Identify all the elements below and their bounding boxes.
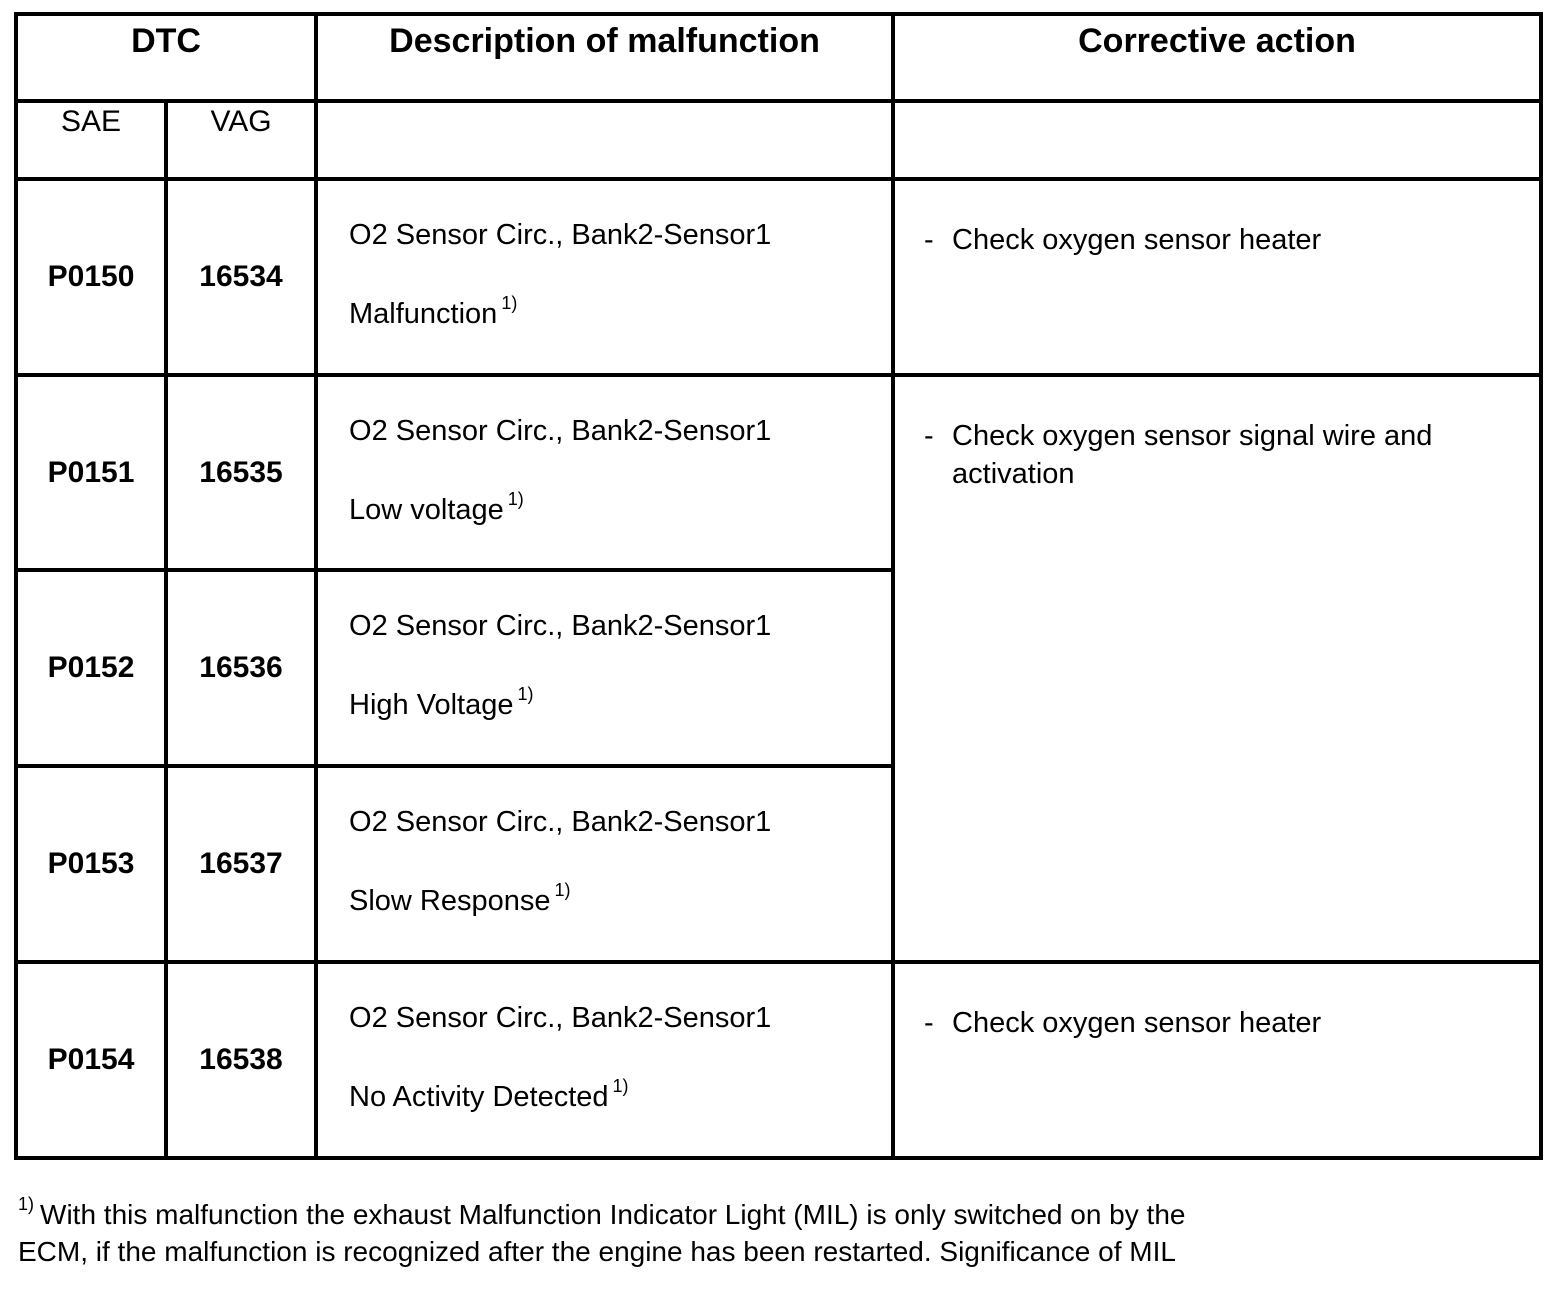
footnote-line1: With this malfunction the exhaust Malfunction Indicator Light (MIL) is only switched on by the bbox=[40, 1199, 1186, 1230]
description-line2: Malfunction bbox=[349, 298, 498, 330]
malfunction-description bbox=[316, 375, 893, 570]
vag-code: 16535 bbox=[166, 375, 316, 570]
vag-code: 16536 bbox=[166, 570, 316, 766]
footnote-ref: 1) bbox=[507, 489, 524, 509]
sae-code: P0154 bbox=[16, 962, 166, 1158]
subheader-empty-action bbox=[893, 101, 1541, 179]
malfunction-description bbox=[316, 962, 893, 1158]
table-row bbox=[16, 962, 1541, 1158]
header-dtc: DTC bbox=[16, 14, 316, 101]
table-row bbox=[16, 179, 1541, 375]
action-text: Check oxygen sensor heater bbox=[952, 224, 1322, 256]
action-text: Check oxygen sensor signal wire and activation bbox=[952, 420, 1433, 490]
bullet-dash: - bbox=[924, 1007, 934, 1039]
malfunction-description bbox=[316, 766, 893, 962]
description-line1: O2 Sensor Circ., Bank2-Sensor1 bbox=[349, 610, 772, 642]
bullet-dash: - bbox=[924, 420, 934, 452]
corrective-action bbox=[893, 962, 1541, 1158]
sae-code: P0151 bbox=[16, 375, 166, 570]
description-line2: Low voltage bbox=[349, 494, 504, 526]
footnote-ref: 1) bbox=[554, 880, 571, 900]
corrective-action bbox=[893, 375, 1541, 962]
vag-code: 16534 bbox=[166, 179, 316, 375]
footnote-ref: 1) bbox=[501, 293, 518, 313]
footnote bbox=[18, 1196, 1185, 1270]
footnote-mark: 1) bbox=[18, 1194, 35, 1214]
description-line2: No Activity Detected bbox=[349, 1081, 609, 1113]
description-line1: O2 Sensor Circ., Bank2-Sensor1 bbox=[349, 415, 772, 447]
description-line2: Slow Response bbox=[349, 885, 551, 917]
vag-code: 16538 bbox=[166, 962, 316, 1158]
description-line1: O2 Sensor Circ., Bank2-Sensor1 bbox=[349, 1002, 772, 1034]
footnote-ref: 1) bbox=[612, 1076, 629, 1096]
sae-code: P0153 bbox=[16, 766, 166, 962]
header-description: Description of malfunction bbox=[316, 14, 893, 101]
malfunction-description bbox=[316, 570, 893, 766]
footnote-ref: 1) bbox=[517, 684, 534, 704]
description-line1: O2 Sensor Circ., Bank2-Sensor1 bbox=[349, 806, 772, 838]
vag-code: 16537 bbox=[166, 766, 316, 962]
dtc-table bbox=[14, 12, 1543, 1160]
header-corrective-action: Corrective action bbox=[893, 14, 1541, 101]
action-text: Check oxygen sensor heater bbox=[952, 1007, 1322, 1039]
subheader-empty-desc bbox=[316, 101, 893, 179]
sae-code: P0152 bbox=[16, 570, 166, 766]
description-line1: O2 Sensor Circ., Bank2-Sensor1 bbox=[349, 219, 772, 251]
subheader-vag: VAG bbox=[166, 101, 316, 179]
footnote-line2: ECM, if the malfunction is recognized after the engine has been restarted. Significance of MIL bbox=[18, 1236, 1176, 1267]
table-row bbox=[16, 375, 1541, 570]
sae-code: P0150 bbox=[16, 179, 166, 375]
description-line2: High Voltage bbox=[349, 689, 514, 721]
subheader-sae: SAE bbox=[16, 101, 166, 179]
bullet-dash: - bbox=[924, 224, 934, 256]
malfunction-description bbox=[316, 179, 893, 375]
corrective-action bbox=[893, 179, 1541, 375]
